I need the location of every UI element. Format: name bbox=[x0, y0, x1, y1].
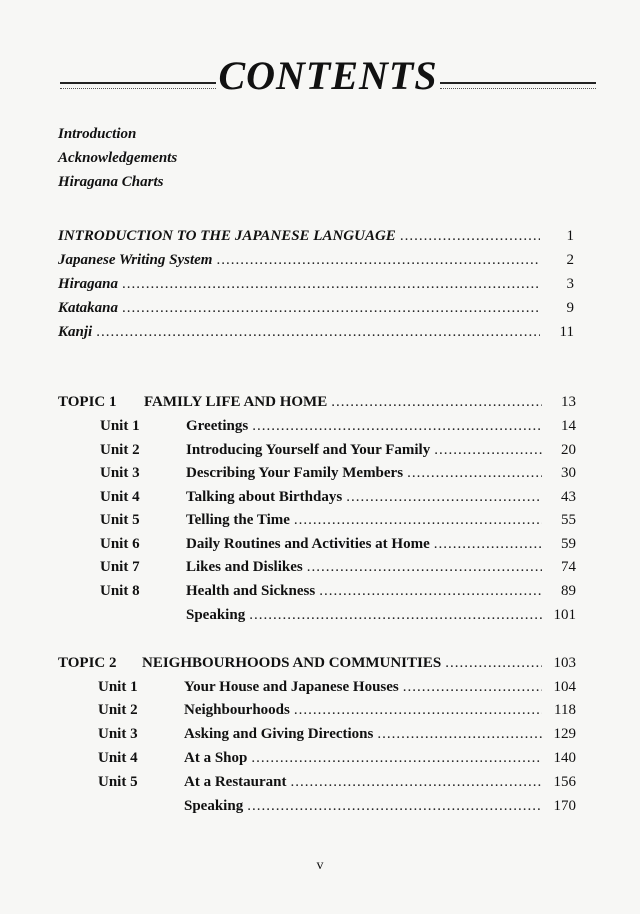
unit-title: At a Shop bbox=[184, 750, 248, 766]
unit-label: Unit 8 bbox=[100, 583, 140, 599]
unit-entry bbox=[100, 557, 576, 577]
unit-title: Speaking bbox=[184, 798, 244, 814]
entry-title: Katakana bbox=[58, 300, 119, 316]
dot-leader bbox=[307, 557, 542, 577]
unit-label: Unit 3 bbox=[98, 726, 138, 742]
dot-leader bbox=[249, 605, 542, 625]
contents-header bbox=[60, 52, 596, 100]
unit-page: 140 bbox=[553, 750, 576, 766]
front-matter-item: Introduction bbox=[58, 126, 137, 142]
unit-entry bbox=[98, 772, 576, 792]
unit-page: 74 bbox=[561, 559, 576, 575]
title-rule-left bbox=[60, 82, 216, 89]
dot-leader bbox=[319, 581, 542, 601]
dot-leader bbox=[407, 463, 542, 483]
unit-entry bbox=[100, 534, 576, 554]
entry-title: Kanji bbox=[58, 324, 93, 340]
toc-entry bbox=[58, 274, 574, 294]
unit-page: 43 bbox=[561, 489, 576, 505]
unit-label: Unit 2 bbox=[98, 702, 138, 718]
dot-leader bbox=[96, 322, 540, 342]
front-matter-item: Acknowledgements bbox=[58, 150, 178, 166]
toc-entry bbox=[58, 250, 574, 270]
dot-leader bbox=[434, 440, 542, 460]
unit-title: Introducing Yourself and Your Family bbox=[186, 442, 431, 458]
unit-page: 89 bbox=[561, 583, 576, 599]
topic-label: TOPIC 1 bbox=[58, 394, 117, 410]
entry-title: Japanese Writing System bbox=[58, 252, 213, 268]
entry-page: 11 bbox=[559, 324, 574, 340]
entry-page: 9 bbox=[566, 300, 574, 316]
toc-entry bbox=[58, 226, 574, 246]
unit-entry bbox=[100, 416, 576, 436]
unit-page: 104 bbox=[553, 679, 576, 695]
unit-entry bbox=[98, 796, 576, 816]
dot-leader bbox=[294, 700, 542, 720]
page-number: v bbox=[316, 858, 324, 873]
unit-title: Your House and Japanese Houses bbox=[184, 679, 399, 695]
topic-page: 103 bbox=[553, 655, 576, 671]
unit-title: Telling the Time bbox=[186, 512, 290, 528]
unit-title: Asking and Giving Directions bbox=[184, 726, 374, 742]
unit-page: 59 bbox=[561, 536, 576, 552]
unit-label: Unit 5 bbox=[98, 774, 138, 790]
unit-title: Neighbourhoods bbox=[184, 702, 290, 718]
unit-entry bbox=[98, 677, 576, 697]
front-matter-list bbox=[58, 122, 177, 194]
unit-page: 55 bbox=[561, 512, 576, 528]
unit-title: Likes and Dislikes bbox=[186, 559, 303, 575]
unit-page: 170 bbox=[553, 798, 576, 814]
topic-2-heading bbox=[58, 653, 576, 673]
entry-page: 1 bbox=[566, 228, 574, 244]
unit-label: Unit 4 bbox=[100, 489, 140, 505]
entry-title: Hiragana bbox=[58, 276, 119, 292]
unit-page: 20 bbox=[561, 442, 576, 458]
unit-title: Describing Your Family Members bbox=[186, 465, 404, 481]
unit-entry bbox=[100, 440, 576, 460]
unit-page: 156 bbox=[553, 774, 576, 790]
unit-label: Unit 6 bbox=[100, 536, 140, 552]
unit-title: Daily Routines and Activities at Home bbox=[186, 536, 430, 552]
unit-entry bbox=[100, 605, 576, 625]
dot-leader bbox=[251, 748, 542, 768]
unit-entry bbox=[98, 724, 576, 744]
dot-leader bbox=[377, 724, 542, 744]
unit-title: Greetings bbox=[186, 418, 249, 434]
unit-entry bbox=[100, 510, 576, 530]
entry-page: 2 bbox=[566, 252, 574, 268]
dot-leader bbox=[122, 274, 540, 294]
dot-leader bbox=[122, 298, 540, 318]
toc-entry bbox=[58, 322, 574, 342]
dot-leader bbox=[400, 226, 540, 246]
topic-label: TOPIC 2 bbox=[58, 655, 117, 671]
toc-entry bbox=[58, 298, 574, 318]
unit-title: At a Restaurant bbox=[184, 774, 287, 790]
unit-entry bbox=[100, 487, 576, 507]
unit-label: Unit 3 bbox=[100, 465, 140, 481]
dot-leader bbox=[346, 487, 542, 507]
entry-title: INTRODUCTION TO THE JAPANESE LANGUAGE bbox=[58, 228, 396, 244]
dot-leader bbox=[252, 416, 542, 436]
topic-title: NEIGHBOURHOODS AND COMMUNITIES bbox=[142, 655, 442, 671]
unit-label: Unit 5 bbox=[100, 512, 140, 528]
unit-label: Unit 4 bbox=[98, 750, 138, 766]
unit-page: 14 bbox=[561, 418, 576, 434]
unit-entry bbox=[98, 748, 576, 768]
dot-leader bbox=[403, 677, 542, 697]
unit-page: 129 bbox=[553, 726, 576, 742]
topic-page: 13 bbox=[561, 394, 576, 410]
page-title: CONTENTS bbox=[218, 53, 438, 98]
unit-title: Speaking bbox=[186, 607, 246, 623]
dot-leader bbox=[216, 250, 540, 270]
unit-entry bbox=[98, 700, 576, 720]
unit-label: Unit 7 bbox=[100, 559, 140, 575]
unit-entry bbox=[100, 463, 576, 483]
dot-leader bbox=[294, 510, 542, 530]
unit-page: 30 bbox=[561, 465, 576, 481]
dot-leader bbox=[331, 392, 542, 412]
front-matter-item: Hiragana Charts bbox=[58, 174, 164, 190]
unit-page: 118 bbox=[554, 702, 576, 718]
topic-1-heading bbox=[58, 392, 576, 412]
unit-entry bbox=[100, 581, 576, 601]
unit-title: Health and Sickness bbox=[186, 583, 316, 599]
title-rule-right bbox=[440, 82, 596, 89]
entry-page: 3 bbox=[566, 276, 574, 292]
unit-title: Talking about Birthdays bbox=[186, 489, 343, 505]
dot-leader bbox=[247, 796, 542, 816]
unit-label: Unit 1 bbox=[98, 679, 138, 695]
dot-leader bbox=[445, 653, 542, 673]
dot-leader bbox=[291, 772, 543, 792]
dot-leader bbox=[434, 534, 542, 554]
unit-page: 101 bbox=[553, 607, 576, 623]
unit-label: Unit 1 bbox=[100, 418, 140, 434]
topic-title: FAMILY LIFE AND HOME bbox=[144, 394, 328, 410]
unit-label: Unit 2 bbox=[100, 442, 140, 458]
